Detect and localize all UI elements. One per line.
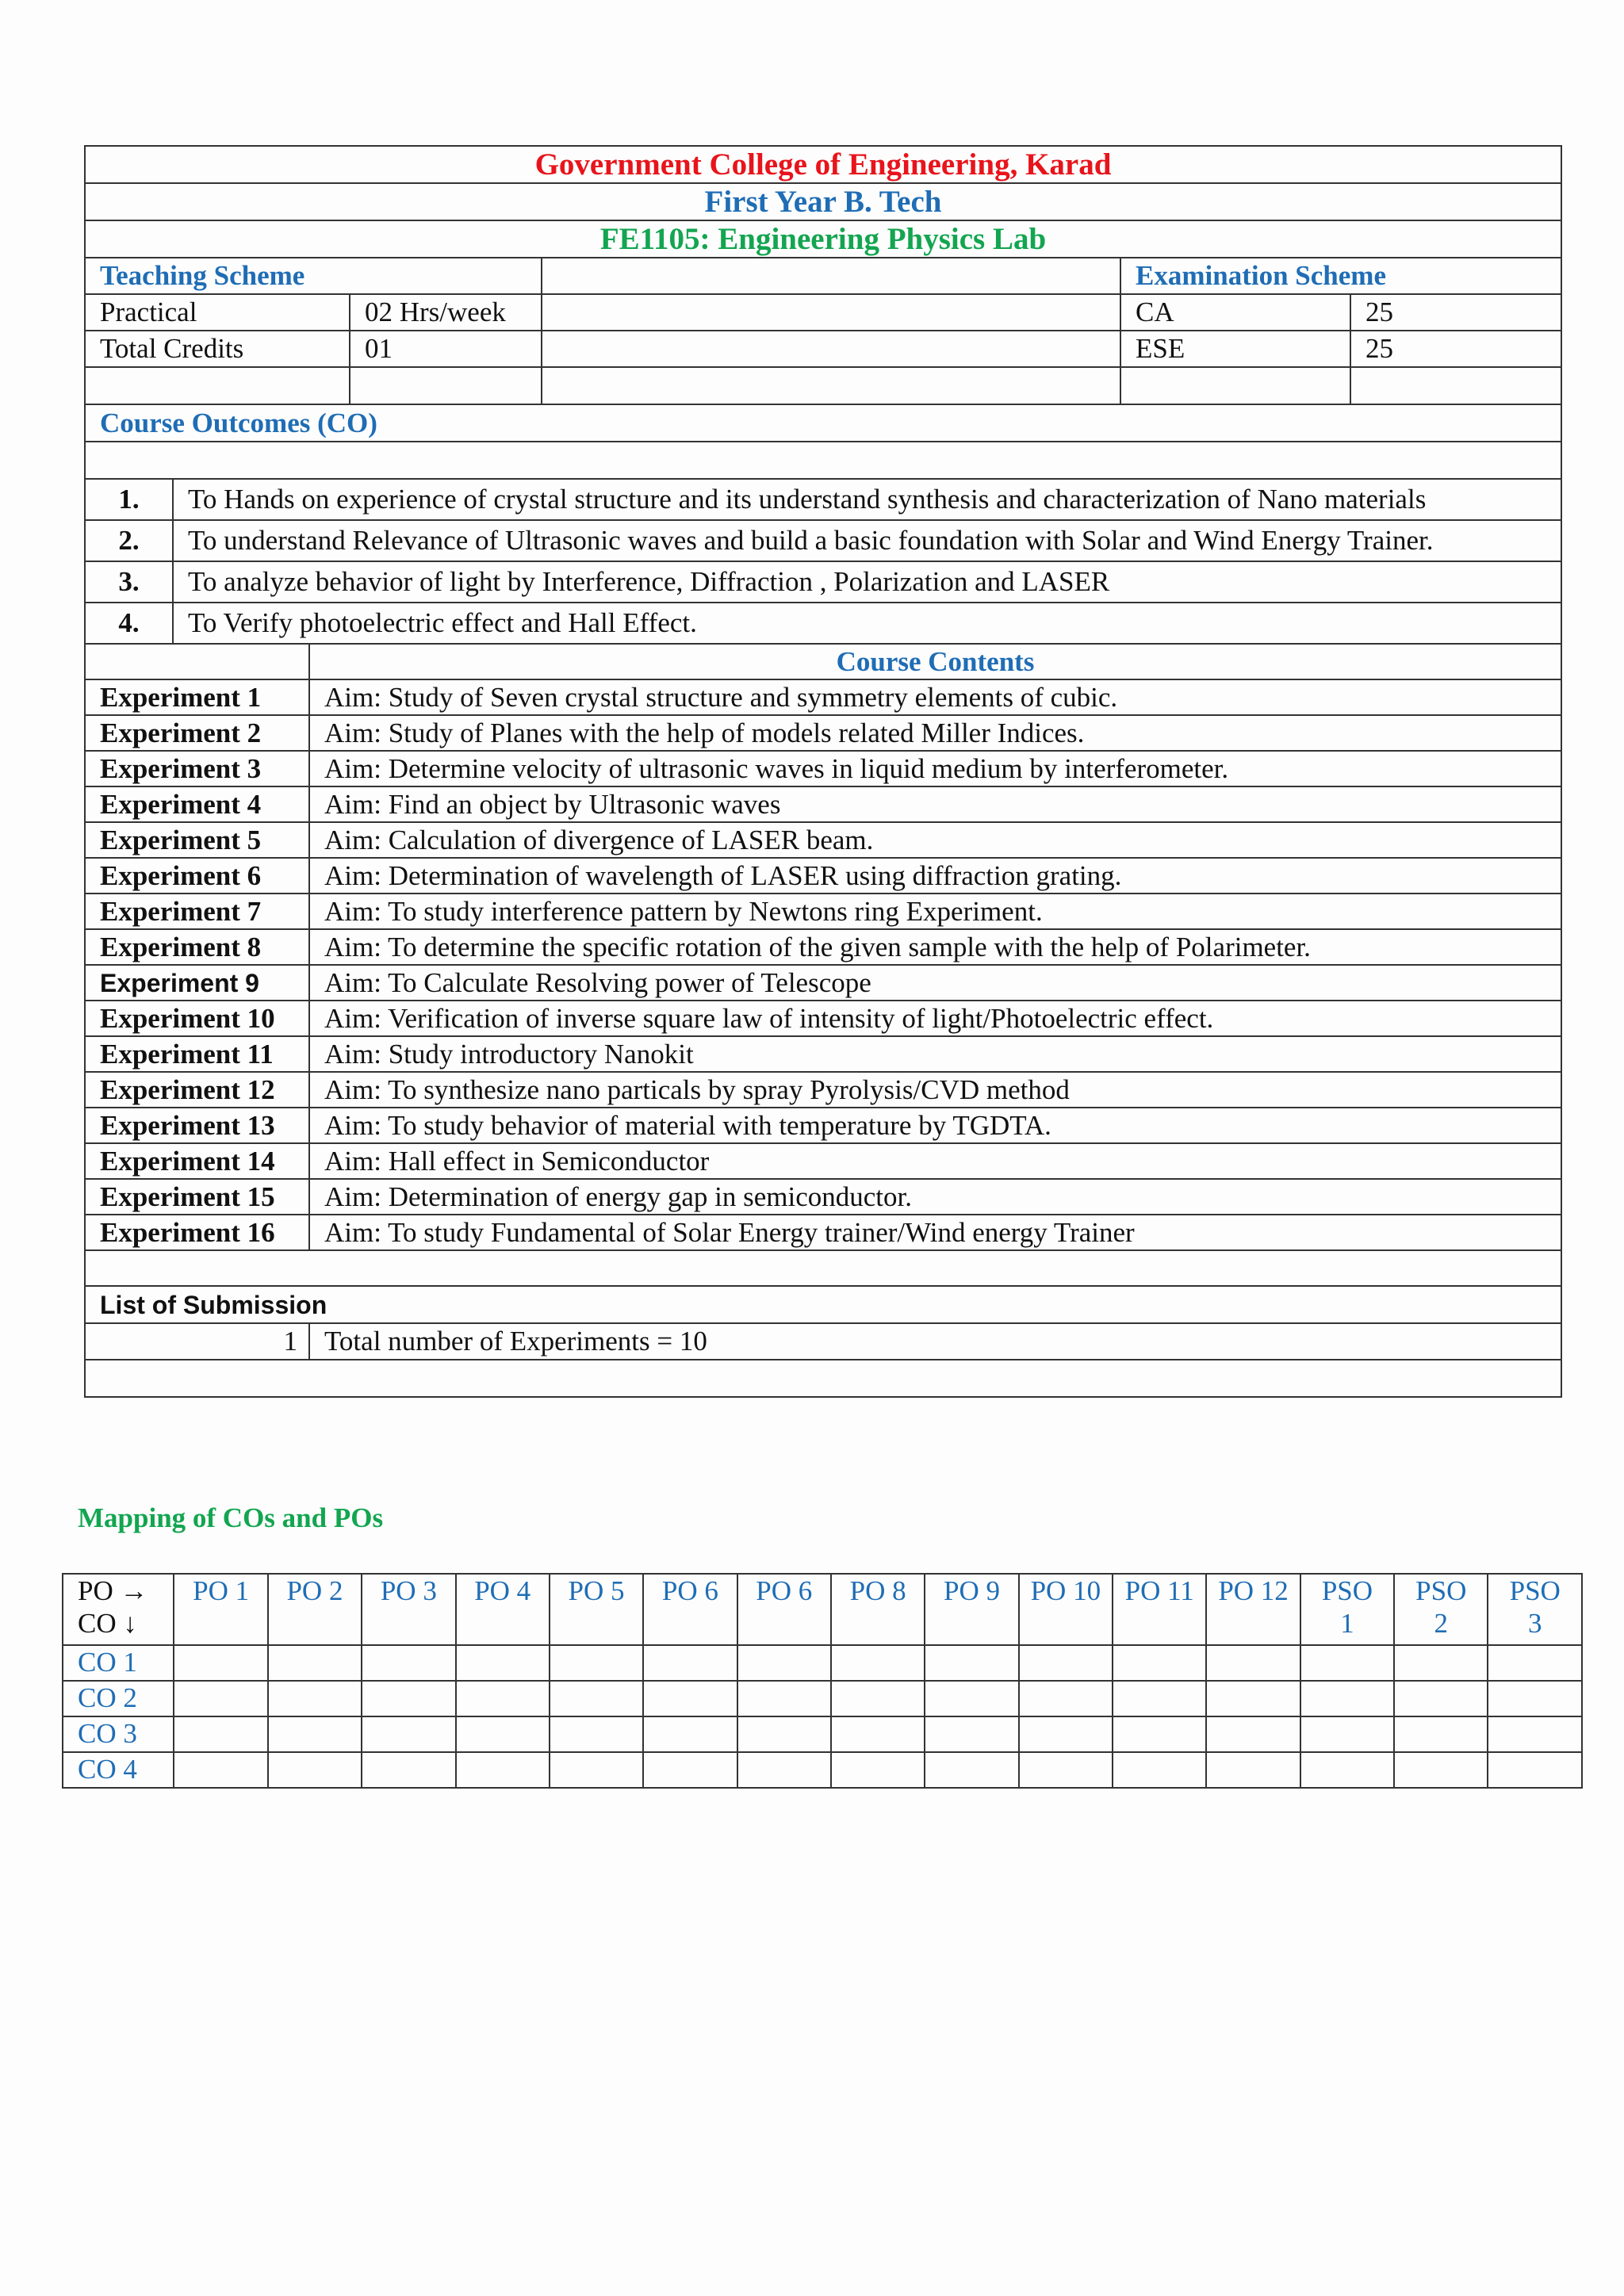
table-row (86, 1072, 1561, 1108)
po-column-header: PO 4 (456, 1574, 550, 1645)
empty-cell (542, 367, 1120, 404)
experiment-aim: Aim: Determination of energy gap in semiconductor. (309, 1179, 1561, 1215)
co-row-label: CO 4 (63, 1752, 174, 1788)
mapping-cell (1488, 1752, 1582, 1788)
po-column-header: PO 5 (550, 1574, 643, 1645)
table-row (86, 894, 1561, 929)
mapping-cell (1113, 1752, 1206, 1788)
po-column-header: PO 11 (1113, 1574, 1206, 1645)
empty-cell (542, 258, 1120, 294)
table-row (86, 715, 1561, 751)
experiment-aim: Aim: Determination of wavelength of LASER using diffraction grating. (309, 858, 1561, 894)
mapping-cell (268, 1716, 362, 1752)
mapping-cell (362, 1645, 455, 1681)
table-row (86, 1036, 1561, 1072)
mapping-cell (268, 1645, 362, 1681)
submission-list (86, 1324, 1561, 1359)
list-item (86, 561, 1561, 603)
mapping-cell (1394, 1681, 1488, 1716)
co-po-mapping-table (62, 1573, 1583, 1789)
mapping-cell (174, 1752, 267, 1788)
experiment-aim: Aim: Find an object by Ultrasonic waves (309, 786, 1561, 822)
mapping-cell (925, 1645, 1018, 1681)
experiment-aim: Aim: To synthesize nano particals by spray Pyrolysis/CVD method (309, 1072, 1561, 1108)
mapping-cell (268, 1752, 362, 1788)
mapping-cell (643, 1681, 737, 1716)
mapping-cell (362, 1716, 455, 1752)
experiment-name: Experiment 9 (86, 965, 309, 1001)
po-column-header: PO 3 (362, 1574, 455, 1645)
co-row-label: CO 1 (63, 1645, 174, 1681)
mapping-cell (831, 1645, 925, 1681)
mapping-cell (1488, 1645, 1582, 1681)
empty-cell (542, 331, 1120, 367)
mapping-cell (737, 1716, 831, 1752)
experiment-name: Experiment 12 (86, 1072, 309, 1108)
experiment-name: Experiment 13 (86, 1108, 309, 1143)
experiment-name: Experiment 6 (86, 858, 309, 894)
mapping-cell (456, 1681, 550, 1716)
co-number: 4. (86, 603, 173, 643)
table-row (63, 1752, 1582, 1788)
mapping-header-row (63, 1574, 1582, 1645)
mapping-cell (1206, 1681, 1300, 1716)
empty-cell (1120, 367, 1350, 404)
mapping-cell (456, 1752, 550, 1788)
empty-row (86, 1250, 1561, 1285)
mapping-cell (1488, 1681, 1582, 1716)
table-row (63, 1716, 1582, 1752)
mapping-cell (1019, 1645, 1113, 1681)
experiment-aim: Aim: Study introductory Nanokit (309, 1036, 1561, 1072)
table-row (86, 1108, 1561, 1143)
experiment-name: Experiment 14 (86, 1143, 309, 1179)
mapping-cell (643, 1716, 737, 1752)
mapping-cell (1300, 1681, 1394, 1716)
co-number: 2. (86, 520, 173, 561)
experiment-name: Experiment 1 (86, 679, 309, 715)
teaching-scheme-heading: Teaching Scheme (85, 258, 542, 294)
table-row (86, 786, 1561, 822)
experiment-aim: Aim: To study behavior of material with temperature by TGDTA. (309, 1108, 1561, 1143)
mapping-cell (174, 1716, 267, 1752)
mapping-cell (1394, 1752, 1488, 1788)
mapping-cell (550, 1645, 643, 1681)
mapping-cell (737, 1645, 831, 1681)
course-outcomes-heading: Course Outcomes (CO) (85, 404, 1561, 442)
mapping-cell (1206, 1645, 1300, 1681)
experiment-name: Experiment 4 (86, 786, 309, 822)
experiment-name: Experiment 8 (86, 929, 309, 965)
experiment-name: Experiment 10 (86, 1001, 309, 1036)
table-row (86, 1143, 1561, 1179)
teaching-value-practical: 02 Hrs/week (350, 294, 542, 331)
mapping-cell (643, 1752, 737, 1788)
mapping-cell (831, 1716, 925, 1752)
course-outcomes-list (86, 480, 1561, 643)
list-item (86, 1324, 1561, 1359)
exam-value-ca: 25 (1350, 294, 1561, 331)
experiment-aim: Aim: To Calculate Resolving power of Telescope (309, 965, 1561, 1001)
mapping-cell (643, 1645, 737, 1681)
mapping-cell (550, 1716, 643, 1752)
experiment-name: Experiment 2 (86, 715, 309, 751)
experiment-aim: Aim: Study of Planes with the help of models related Miller Indices. (309, 715, 1561, 751)
po-column-header: PO 8 (831, 1574, 925, 1645)
teaching-label-credits: Total Credits (85, 331, 350, 367)
experiment-name: Experiment 3 (86, 751, 309, 786)
mapping-cell (737, 1752, 831, 1788)
experiment-name: Experiment 15 (86, 1179, 309, 1215)
empty-cell (542, 294, 1120, 331)
mapping-cell (1488, 1716, 1582, 1752)
mapping-cell (550, 1752, 643, 1788)
teaching-label-practical: Practical (85, 294, 350, 331)
teaching-value-credits: 01 (350, 331, 542, 367)
submission-text: Total number of Experiments = 10 (324, 1326, 707, 1357)
experiment-name: Experiment 5 (86, 822, 309, 858)
table-row (86, 1179, 1561, 1215)
syllabus-table (84, 145, 1562, 1398)
co-text: To analyze behavior of light by Interference, Diffraction , Polarization and LASER (173, 561, 1561, 603)
pso-column-header: PSO 1 (1300, 1574, 1394, 1645)
table-row (86, 965, 1561, 1001)
mapping-cell (1113, 1716, 1206, 1752)
mapping-cell (1206, 1752, 1300, 1788)
mapping-cell (1019, 1752, 1113, 1788)
list-item (86, 603, 1561, 643)
course-contents-cell (85, 644, 1561, 1286)
po-column-header: PO 6 (737, 1574, 831, 1645)
po-column-header: PO 6 (643, 1574, 737, 1645)
mapping-cell (362, 1752, 455, 1788)
program-year: First Year B. Tech (85, 183, 1561, 220)
exam-label-ese: ESE (1120, 331, 1350, 367)
co-number: 1. (86, 480, 173, 520)
experiment-aim: Aim: To study interference pattern by Newtons ring Experiment. (309, 894, 1561, 929)
empty-row (85, 442, 1561, 479)
co-row-label: CO 3 (63, 1716, 174, 1752)
experiment-aim: Aim: Hall effect in Semiconductor (309, 1143, 1561, 1179)
list-item (86, 480, 1561, 520)
mapping-cell (1206, 1716, 1300, 1752)
mapping-cell (174, 1645, 267, 1681)
submission-row-cell (85, 1323, 1561, 1360)
empty-cell (86, 645, 309, 679)
experiment-name: Experiment 16 (86, 1215, 309, 1250)
submission-number: 1 (86, 1324, 309, 1359)
po-column-header: PO 10 (1019, 1574, 1113, 1645)
mapping-cell (1394, 1645, 1488, 1681)
mapping-cell (456, 1716, 550, 1752)
table-row (63, 1681, 1582, 1716)
mapping-cell (362, 1681, 455, 1716)
co-axis-label: CO ↓ (78, 1608, 137, 1639)
pso-column-header: PSO 2 (1394, 1574, 1488, 1645)
mapping-cell (1113, 1645, 1206, 1681)
mapping-cell (550, 1681, 643, 1716)
mapping-cell (925, 1752, 1018, 1788)
mapping-cell (831, 1752, 925, 1788)
exam-label-ca: CA (1120, 294, 1350, 331)
po-column-header: PO 2 (268, 1574, 362, 1645)
co-text: To Hands on experience of crystal structure and its understand synthesis and characterization of Nano materials (173, 480, 1561, 520)
table-row (86, 822, 1561, 858)
examination-scheme-heading: Examination Scheme (1120, 258, 1561, 294)
experiment-name: Experiment 11 (86, 1036, 309, 1072)
po-column-header: PO 12 (1206, 1574, 1300, 1645)
experiment-aim: Aim: To determine the specific rotation of the given sample with the help of Polarimeter. (309, 929, 1561, 965)
experiment-aim: Aim: Verification of inverse square law of intensity of light/Photoelectric effect. (309, 1001, 1561, 1036)
table-row (63, 1645, 1582, 1681)
list-item (86, 520, 1561, 561)
mapping-cell (456, 1645, 550, 1681)
mapping-cell (1394, 1716, 1488, 1752)
mapping-cell (925, 1681, 1018, 1716)
table-row (86, 1215, 1561, 1250)
mapping-cell (1300, 1752, 1394, 1788)
experiment-aim: Aim: Calculation of divergence of LASER beam. (309, 822, 1561, 858)
exam-value-ese: 25 (1350, 331, 1561, 367)
co-text: To Verify photoelectric effect and Hall Effect. (173, 603, 1561, 643)
mapping-cell (925, 1716, 1018, 1752)
po-axis-label: PO → (78, 1575, 148, 1606)
submission-heading: List of Submission (85, 1286, 1561, 1323)
mapping-cell (1019, 1681, 1113, 1716)
empty-row (85, 1360, 1561, 1397)
experiment-name: Experiment 7 (86, 894, 309, 929)
mapping-cell (1113, 1681, 1206, 1716)
empty-cell (350, 367, 542, 404)
experiment-aim: Aim: Determine velocity of ultrasonic waves in liquid medium by interferometer. (309, 751, 1561, 786)
course-contents-heading: Course Contents (309, 645, 1561, 679)
table-row (86, 1001, 1561, 1036)
empty-cell (1350, 367, 1561, 404)
mapping-cell (1300, 1645, 1394, 1681)
mapping-corner-cell (63, 1574, 174, 1645)
course-title: FE1105: Engineering Physics Lab (85, 220, 1561, 258)
mapping-cell (831, 1681, 925, 1716)
mapping-cell (737, 1681, 831, 1716)
mapping-cell (174, 1681, 267, 1716)
mapping-heading: Mapping of COs and POs (78, 1502, 384, 1533)
table-row (86, 858, 1561, 894)
experiment-aim: Aim: Study of Seven crystal structure and symmetry elements of cubic. (309, 679, 1561, 715)
pso-column-header: PSO 3 (1488, 1574, 1582, 1645)
mapping-cell (268, 1681, 362, 1716)
po-column-header: PO 9 (925, 1574, 1018, 1645)
co-text: To understand Relevance of Ultrasonic waves and build a basic foundation with Solar and Wind Energy Trainer. (173, 520, 1561, 561)
mapping-cell (1019, 1716, 1113, 1752)
table-row (86, 751, 1561, 786)
course-outcomes-list-cell (85, 479, 1561, 644)
mapping-cell (1300, 1716, 1394, 1752)
table-row (86, 929, 1561, 965)
college-name: Government College of Engineering, Karad (85, 146, 1561, 183)
co-row-label: CO 2 (63, 1681, 174, 1716)
experiment-aim: Aim: To study Fundamental of Solar Energy trainer/Wind energy Trainer (309, 1215, 1561, 1250)
empty-cell (85, 367, 350, 404)
table-row (86, 679, 1561, 715)
experiments-table (86, 645, 1561, 1285)
po-column-header: PO 1 (174, 1574, 267, 1645)
co-number: 3. (86, 561, 173, 603)
